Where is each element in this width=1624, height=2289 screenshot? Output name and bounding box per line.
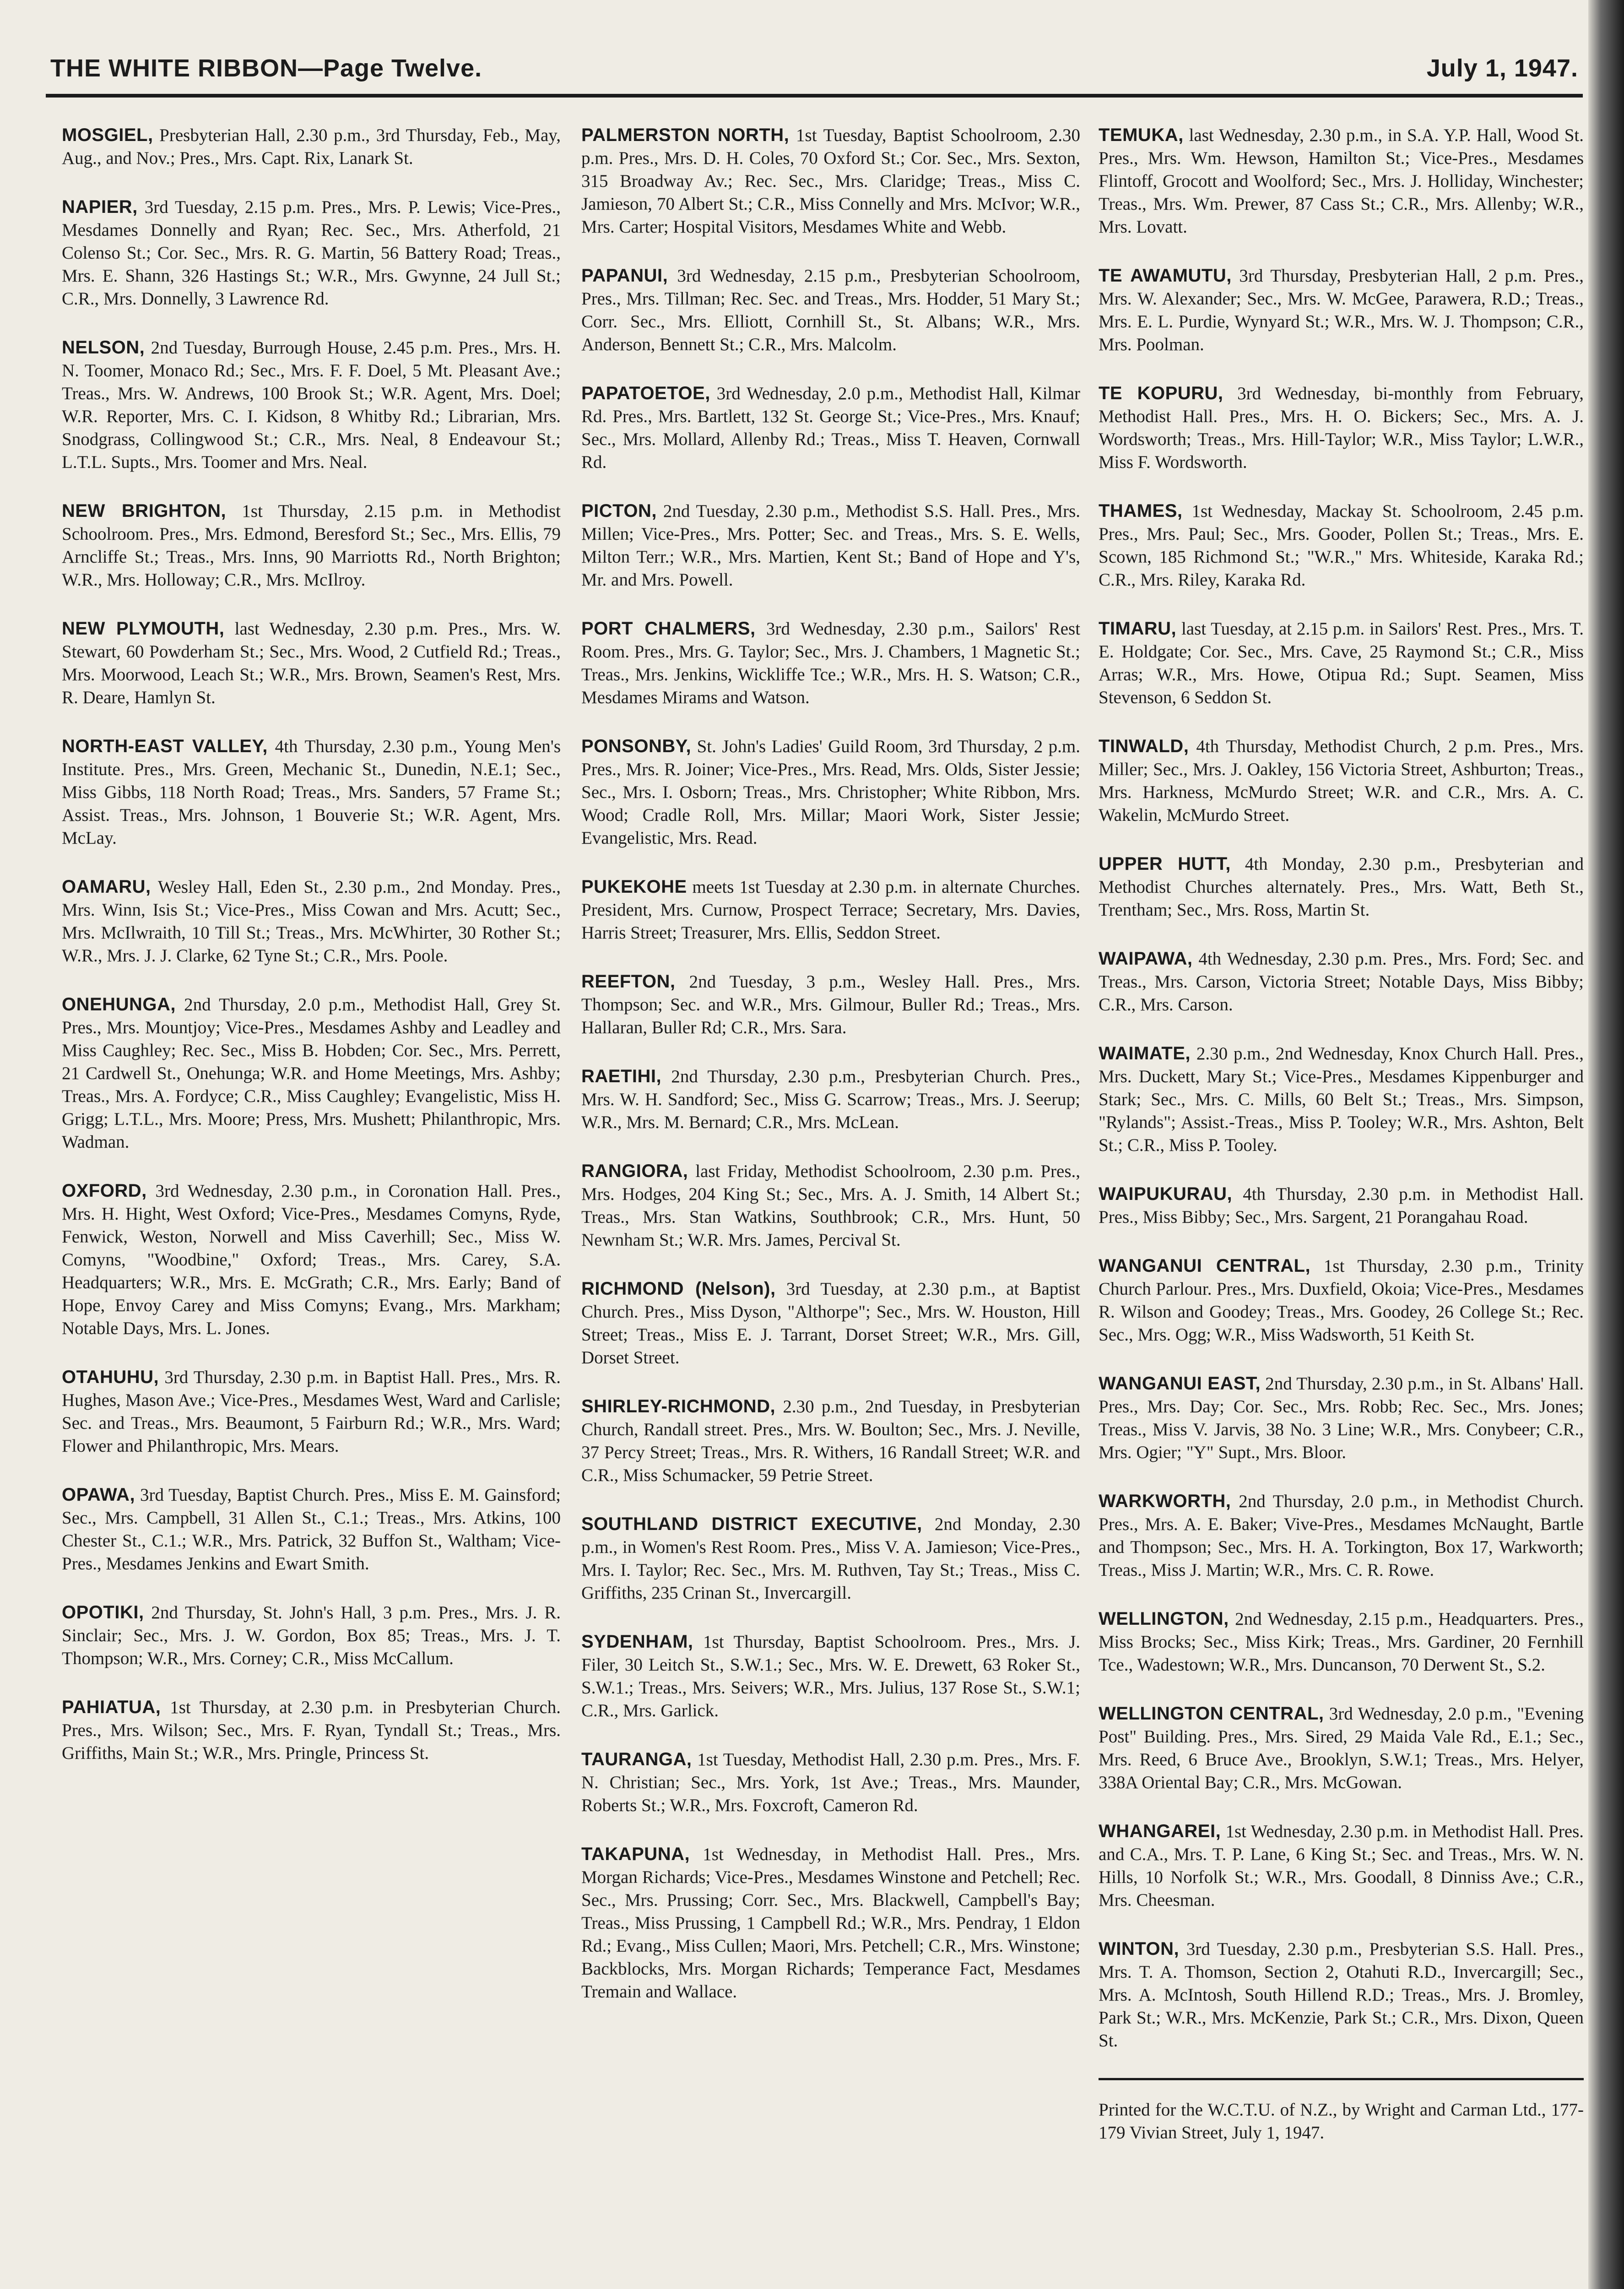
branch-name: PONSONBY,: [581, 736, 692, 756]
branch-entry: [581, 1065, 1080, 1134]
branch-name: NORTH-EAST VALLEY,: [62, 736, 268, 756]
branch-name: TIMARU,: [1099, 618, 1177, 639]
branch-details: 2nd Thursday, 2.30 p.m., Presbyterian Church. Pres., Mrs. W. H. Sandford; Sec., Miss G. Scarrow; Treas., Mrs. J. Seerup; W.R., Mrs. M. Bernard; C.R., Mrs. McLean.: [581, 1067, 1080, 1132]
branch-details: 2nd Tuesday, Burrough House, 2.45 p.m. Pres., Mrs. H. N. Toomer, Monaco Rd.; Sec., Mrs. F. F. Doel, 5 Mt. Pleasant Ave.; Treas., Mrs. W. Andrews, 100 Brook St.; W.R. Agent, Mrs. Doel; W.R. Reporter, Mrs. C. I. Kidson, 8 Whitby Rd.; Librarian, Mrs. Snodgrass, Collingwood St.; C.R., Mrs. Neal, 8 Endeavour St.; L.T.L. Supts., Mrs. Toomer and Mrs. Neal.: [62, 338, 561, 472]
branch-details: Wesley Hall, Eden St., 2.30 p.m., 2nd Monday. Pres., Mrs. Winn, Isis St.; Vice-Pres., Miss Cowan and Mrs. Acutt; Sec., Mrs. McIlwraith, 10 Till St.; Treas., Mrs. McWhirter, 30 Rother St.; W.R., Mrs. J. J. Clarke, 62 Tyne St.; C.R., Mrs. Poole.: [62, 877, 561, 966]
branch-entry: [581, 970, 1080, 1039]
branch-entry: [62, 499, 561, 591]
branch-details: 1st Thursday, 2.15 p.m. in Methodist Schoolroom. Pres., Mrs. Edmond, Beresford St.; Sec., Mrs. Ellis, 79 Arncliffe St.; Treas., Mrs. Inns, 90 Marriotts Rd., North Brighton; W.R., Mrs. Holloway; C.R., Mrs. McIlroy.: [62, 501, 561, 590]
branch-details: 3rd Wednesday, bi-monthly from February, Methodist Hall. Pres., Mrs. H. O. Bickers; Sec., Mrs. A. J. Wordsworth; Treas., Mrs. Hill-Taylor; W.R., Miss Taylor; L.W.R., Miss F. Wordsworth.: [1099, 384, 1584, 472]
branch-details: 3rd Tuesday, at 2.30 p.m., at Baptist Church. Pres., Miss Dyson, "Althorpe"; Sec., Mrs. W. Houston, Hill Street; Treas., Miss E. J. Tarrant, Dorset Street; W.R., Mrs. Gill, Dorset Street.: [581, 1279, 1081, 1367]
branch-entry: [62, 1696, 561, 1765]
branch-entry: [1099, 1607, 1584, 1676]
branch-entry: [1099, 1937, 1584, 2052]
branch-details: 4th Monday, 2.30 p.m., Presbyterian and Methodist Churches alternately. Pres., Mrs. Watt, Beth St., Trentham; Sec., Mrs. Ross, Martin St.: [1099, 854, 1584, 920]
branch-name: TINWALD,: [1099, 736, 1189, 756]
branch-entry: [62, 735, 561, 850]
branch-name: OAMARU,: [62, 877, 151, 897]
branch-name: ONEHUNGA,: [62, 994, 176, 1014]
branch-entry: [62, 1179, 561, 1340]
branch-entry: [62, 124, 561, 170]
branch-name: PALMERSTON NORTH,: [581, 125, 790, 145]
branch-name: RAETIHI,: [581, 1066, 662, 1086]
branch-name: WAIPAWA,: [1099, 949, 1193, 969]
branch-name: PUKEKOHE: [581, 877, 687, 897]
branch-name: WARKWORTH,: [1099, 1491, 1231, 1511]
branch-name: OXFORD,: [62, 1181, 147, 1201]
branch-name: SHIRLEY-RICHMOND,: [581, 1396, 776, 1416]
column-3: [1099, 124, 1584, 2144]
branch-entry: [581, 499, 1080, 591]
column-1: [62, 124, 561, 1790]
branch-entry: [62, 1483, 561, 1575]
branch-details: 3rd Wednesday, 2.0 p.m., "Evening Post" Building. Pres., Mrs. Sired, 29 Maida Vale Rd., E.1.; Sec., Mrs. Reed, 6 Bruce Ave., Brooklyn, S.W.1; Treas., Mrs. Helyer, 338A Oriental Bay; C.R., Mrs. McGowan.: [1099, 1704, 1584, 1792]
branch-details: 4th Thursday, 2.30 p.m. in Methodist Hall. Pres., Miss Bibby; Sec., Mrs. Sargent, 21 Porangahau Road.: [1099, 1184, 1584, 1227]
branch-name: RICHMOND (Nelson),: [581, 1279, 776, 1299]
branch-name: OPOTIKI,: [62, 1602, 144, 1622]
column-3-entries: [1099, 124, 1584, 2052]
page-header: [50, 32, 1578, 82]
branch-entry: [62, 1601, 561, 1670]
branch-name: WHANGAREI,: [1099, 1821, 1221, 1841]
branch-entry: [62, 336, 561, 474]
branch-details: 2nd Thursday, 2.0 p.m., in Methodist Church. Pres., Mrs. A. E. Baker; Vive-Pres., Mesdames McNaught, Bartle and Thompson; Sec., Mrs. H. A. Torkington, Box 17, Warkworth; Treas., Miss J. Martin; W.R., Mrs. C. R. Rowe.: [1099, 1492, 1584, 1580]
branch-details: 4th Wednesday, 2.30 p.m. Pres., Mrs. Ford; Sec. and Treas., Mrs. Carson, Victoria Street; Notable Days, Miss Bibby; C.R., Mrs. Carson.: [1099, 949, 1584, 1014]
branch-entry: [581, 1277, 1080, 1369]
branch-details: St. John's Ladies' Guild Room, 3rd Thursday, 2 p.m. Pres., Mrs. R. Joiner; Vice-Pres., Mrs. Read, Mrs. Olds, Sister Jessie; Sec., Mrs. I. Osborn; Treas., Mrs. Christopher; White Ribbon, Mrs. Wood; Cradle Roll, Mrs. Millar; Maori Work, Sister Jessie; Evangelistic, Mrs. Read.: [581, 737, 1080, 848]
branch-details: Presbyterian Hall, 2.30 p.m., 3rd Thursday, Feb., May, Aug., and Nov.; Pres., Mrs. Capt. Rix, Lanark St.: [62, 125, 561, 168]
branch-name: WANGANUI EAST,: [1099, 1373, 1261, 1394]
branch-name: WAIMATE,: [1099, 1043, 1191, 1063]
branch-details: 3rd Wednesday, 2.0 p.m., Methodist Hall, Kilmar Rd. Pres., Mrs. Bartlett, 132 St. George St.; Vice-Pres., Mrs. Knauf; Sec., Mrs. Mollard, Allenby Rd.; Treas., Miss T. Heaven, Cornwall Rd.: [581, 384, 1081, 472]
printer-imprint: Printed for the W.C.T.U. of N.Z., by Wright and Carman Ltd., 177-179 Vivian Street, July 1, 1947.: [1099, 2100, 1584, 2143]
branch-details: 2.30 p.m., 2nd Wednesday, Knox Church Hall. Pres., Mrs. Duckett, Mary St.; Vice-Pres., Mesdames Kippenburger and Stark; Sec., Mrs. C. Mills, 60 Belt St.; Treas., Mrs. Simpson, "Rylands"; Assist.-Treas., Miss P. Tooley; W.R., Mrs. Ashton, Belt St.; C.R., Miss P. Tooley.: [1099, 1044, 1584, 1155]
branch-entry: [581, 1748, 1080, 1817]
branch-details: 1st Wednesday, in Methodist Hall. Pres., Mrs. Morgan Richards; Vice-Pres., Mesdames Winstone and Petchell; Rec. Sec., Mrs. Prussing; Corr. Sec., Mrs. Blackwell, Campbell's Bay; Treas., Miss Prussing, 1 Campbell Rd.; W.R., Mrs. Pendray, 1 Eldon Rd.; Evang., Miss Cullen; Maori, Mrs. Petchell; C.R., Mrs. Winstone; Backblocks, Mrs. Morgan Richards; Temperance Fact, Mesdames Tremain and Wallace.: [581, 1844, 1081, 2002]
branch-entry: [1099, 1182, 1584, 1229]
branch-details: 2nd Thursday, 2.0 p.m., Methodist Hall, Grey St. Pres., Mrs. Mountjoy; Vice-Pres., Mesdames Ashby and Leadley and Miss Caughley; Rec. Sec., Miss B. Hobden; Cor. Sec., Mrs. Perrett, 21 Cardwell St., Onehunga; W.R. and Home Meetings, Mrs. Ashby; Treas., Mrs. A. Fordyce; C.R., Miss Caughley; Evangelistic, Miss H. Grigg; L.T.L., Mrs. Moore; Press, Mrs. Mushett; Philanthropic, Mrs. Wadman.: [62, 995, 561, 1152]
branch-name: REEFTON,: [581, 971, 676, 992]
branch-entry: [62, 617, 561, 709]
branch-entry: [1099, 852, 1584, 922]
branch-details: 2nd Tuesday, 3 p.m., Wesley Hall. Pres., Mrs. Thompson; Sec. and W.R., Mrs. Gilmour, Buller Rd.; Treas., Mrs. Hallaran, Buller Rd; C.R., Mrs. Sara.: [581, 972, 1080, 1037]
branch-entry: [1099, 1702, 1584, 1794]
branch-entry: [62, 875, 561, 967]
branch-details: 3rd Thursday, 2.30 p.m. in Baptist Hall. Pres., Mrs. R. Hughes, Mason Ave.; Vice-Pres., Mesdames West, Ward and Carlisle; Sec. and Treas., Mrs. Beaumont, 5 Fairburn Rd.; W.R., Mrs. Ward; Flower and Philanthropic, Mrs. Mears.: [62, 1367, 561, 1456]
branch-details: 2nd Monday, 2.30 p.m., in Women's Rest Room. Pres., Miss V. A. Jamieson; Vice-Pres., Mrs. I. Taylor; Rec. Sec., Mrs. M. Ruthven, Tay St.; Treas., Miss C. Griffiths, 235 Crinan St., Invercargill.: [581, 1514, 1080, 1603]
branch-name: PAHIATUA,: [62, 1697, 161, 1717]
branch-entry: [1099, 1042, 1584, 1157]
branch-name: NEW BRIGHTON,: [62, 501, 227, 521]
branch-entry: [62, 1366, 561, 1458]
branch-name: PAPANUI,: [581, 266, 668, 286]
branch-entry: [1099, 264, 1584, 356]
branch-details: 2nd Thursday, St. John's Hall, 3 p.m. Pres., Mrs. J. R. Sinclair; Sec., Mrs. J. W. Gordon, Box 85; Treas., Mrs. J. T. Thompson; W.R., Mrs. Corney; C.R., Miss McCallum.: [62, 1603, 561, 1668]
branch-name: RANGIORA,: [581, 1161, 688, 1181]
branch-entry: [581, 735, 1080, 850]
branch-details: 2nd Wednesday, 2.15 p.m., Headquarters. Pres., Miss Brocks; Sec., Miss Kirk; Treas., Mrs. Gardiner, 20 Fernhill Tce., Wadestown; W.R., Mrs. Duncanson, 70 Derwent St., S.2.: [1099, 1609, 1584, 1675]
branch-details: 1st Thursday, 2.30 p.m., Trinity Church Parlour. Pres., Mrs. Duxfield, Okoia; Vice-Pres., Mesdames R. Wilson and Goodey; Treas., Mrs. Goodey, 26 College St.; Rec. Sec., Mrs. Ogg; W.R., Miss Wadsworth, 51 Keith St.: [1099, 1256, 1584, 1345]
branch-name: NAPIER,: [62, 197, 138, 217]
branch-details: 1st Tuesday, Methodist Hall, 2.30 p.m. Pres., Mrs. F. N. Christian; Sec., Mrs. York, 1st Ave.; Treas., Mrs. Maunder, Roberts St.; W.R., Mrs. Foxcroft, Cameron Rd.: [581, 1750, 1081, 1815]
branch-name: WELLINGTON CENTRAL,: [1099, 1703, 1324, 1724]
branch-entry: [581, 1630, 1080, 1722]
branch-name: PORT CHALMERS,: [581, 618, 756, 639]
branch-name: SOUTHLAND DISTRICT EXECUTIVE,: [581, 1514, 922, 1534]
branch-details: 3rd Wednesday, 2.15 p.m., Presbyterian Schoolroom, Pres., Mrs. Tillman; Rec. Sec. and Treas., Mrs. Hodder, 51 Mary St.; Corr. Sec., Mrs. Elliott, Cornhill St., St. Albans; W.R., Mrs. Anderson, Bennett St.; C.R., Mrs. Malcolm.: [581, 266, 1081, 354]
branch-name: NEW PLYMOUTH,: [62, 618, 225, 639]
branch-name: THAMES,: [1099, 501, 1183, 521]
branch-name: WANGANUI CENTRAL,: [1099, 1256, 1311, 1276]
branch-name: WAIPUKURAU,: [1099, 1184, 1233, 1204]
branch-details: 1st Tuesday, Baptist Schoolroom, 2.30 p.m. Pres., Mrs. D. H. Coles, 70 Oxford St.; Cor. Sec., Mrs. Sexton, 315 Broadway Av.; Rec. Sec., Mrs. Claridge; Treas., Miss C. Jamieson, 70 Albert St.; C.R., Miss Connelly and Mrs. McIvor; W.R., Mrs. Carter; Hospital Visitors, Mesdames White and Webb.: [581, 125, 1080, 237]
footer-rule: [1099, 2078, 1584, 2080]
branch-entry: [62, 993, 561, 1154]
branch-name: NELSON,: [62, 337, 145, 358]
branch-details: meets 1st Tuesday at 2.30 p.m. in alternate Churches. President, Mrs. Curnow, Prospect Terrace; Secretary, Mrs. Davies, Harris Street; Treasurer, Mrs. Ellis, Seddon Street.: [581, 877, 1081, 943]
branch-entry: [581, 1843, 1080, 2003]
branch-entry: [1099, 735, 1584, 827]
branch-name: PICTON,: [581, 501, 657, 521]
branch-entry: [1099, 1490, 1584, 1582]
branch-name: TE KOPURU,: [1099, 383, 1223, 403]
branch-name: WINTON,: [1099, 1939, 1180, 1959]
branch-entry: [1099, 124, 1584, 239]
branch-name: OTAHUHU,: [62, 1367, 159, 1387]
branch-entry: [1099, 1820, 1584, 1912]
branch-details: 1st Wednesday, 2.30 p.m. in Methodist Hall. Pres. and C.A., Mrs. T. P. Lane, 6 King St.; Sec. and Treas., Mrs. W. N. Hills, 10 Norfolk St.; W.R., Mrs. Goodall, 8 Dinniss Ave.; C.R., Mrs. Cheesman.: [1099, 1822, 1584, 1910]
branch-entry: [1099, 499, 1584, 591]
branch-entry: [581, 382, 1080, 474]
branch-name: SYDENHAM,: [581, 1632, 693, 1652]
page-binding-shadow: [1588, 0, 1624, 2289]
branch-details: 1st Thursday, Baptist Schoolroom. Pres., Mrs. J. Filer, 30 Leitch St., S.W.1.; Sec., Mrs. W. E. Drewett, 63 Roker St., S.W.1.; Treas., Mrs. Seivers; W.R., Mrs. Julius, 137 Rose St., S.W.1; C.R., Mrs. Garlick.: [581, 1632, 1080, 1720]
branch-name: WELLINGTON,: [1099, 1609, 1229, 1629]
branch-details: last Friday, Methodist Schoolroom, 2.30 p.m. Pres., Mrs. Hodges, 204 King St.; Sec., Mrs. A. J. Smith, 14 Albert St.; Treas., Mrs. Stan Watkins, Southbrook; C.R., Mrs. Hunt, 50 Newnham St.; W.R. Mrs. James, Percival St.: [581, 1161, 1080, 1250]
branch-details: 3rd Tuesday, Baptist Church. Pres., Miss E. M. Gainsford; Sec., Mrs. Campbell, 31 Allen St., C.1.; Treas., Mrs. Atkins, 100 Chester St., C.1.; W.R., Mrs. Patrick, 32 Buffon St., Waltham; Vice-Pres., Mesdames Jenkins and Ewart Smith.: [62, 1485, 561, 1573]
branch-details: 2nd Tuesday, 2.30 p.m., Methodist S.S. Hall. Pres., Mrs. Millen; Vice-Pres., Mrs. Potter; Sec. and Treas., Mrs. S. E. Wells, Milton Terr.; W.R., Mrs. Martien, Kent St.; Band of Hope and Y's, Mr. and Mrs. Powell.: [581, 501, 1080, 590]
branch-entry: [581, 875, 1080, 944]
branch-details: last Tuesday, at 2.15 p.m. in Sailors' Rest. Pres., Mrs. T. E. Holdgate; Cor. Sec., Mrs. Cave, 25 Raymond St.; C.R., Miss Arras; W.R., Mrs. Howe, Otipua Rd.; Supt. Seamen, Miss Stevenson, 6 Seddon St.: [1099, 619, 1584, 707]
branch-details: 4th Thursday, Methodist Church, 2 p.m. Pres., Mrs. Miller; Sec., Mrs. J. Oakley, 156 Victoria Street, Ashburton; Treas., Mrs. Harkness, McMurdo Street; W.R. and C.R., Mrs. A. C. Wakelin, McMurdo Street.: [1099, 737, 1584, 825]
branch-entry: [581, 1513, 1080, 1605]
branch-details: 3rd Wednesday, 2.30 p.m., in Coronation Hall. Pres., Mrs. H. Hight, West Oxford; Vice-Pres., Mesdames Comyns, Ryde, Fenwick, Weston, Norwell and Miss Caverhill; Sec., Miss W. Comyns, "Woodbine," Oxford; Treas., Mrs. Carey, S.A. Headquarters; W.R., Mrs. E. McGrath; C.R., Mrs. Early; Band of Hope, Envoy Carey and Miss Comyns; Evang., Mrs. Markham; Notable Days, Mrs. L. Jones.: [62, 1181, 561, 1338]
branch-details: 3rd Tuesday, 2.30 p.m., Presbyterian S.S. Hall. Pres., Mrs. T. A. Thomson, Section 2, Otahuti R.D., Invercargill; Sec., Mrs. A. McIntosh, South Hillend R.D.; Treas., Mrs. J. Bromley, Park St.; W.R., Mrs. McKenzie, Park St.; C.R., Mrs. Dixon, Queen St.: [1099, 1939, 1584, 2050]
branch-name: OPAWA,: [62, 1485, 135, 1505]
branch-name: TAURANGA,: [581, 1749, 692, 1769]
branch-details: 1st Wednesday, Mackay St. Schoolroom, 2.45 p.m. Pres., Mrs. Paul; Sec., Mrs. Gooder, Pollen St.; Treas., Mrs. E. Scown, 185 Richmond St.; "W.R.," Mrs. Whiteside, Karaka Rd.; C.R., Mrs. Riley, Karaka Rd.: [1099, 501, 1584, 590]
branch-details: 2nd Thursday, 2.30 p.m., in St. Albans' Hall. Pres., Mrs. Day; Cor. Sec., Mrs. Robb; Rec. Sec., Mrs. Jones; Treas., Miss V. Jarvis, 38 No. 3 Line; W.R., Mrs. Conybeer; C.R., Mrs. Ogier; "Y" Supt., Mrs. Bloor.: [1099, 1374, 1584, 1462]
branch-name: PAPATOETOE,: [581, 383, 710, 403]
branch-details: 3rd Thursday, Presbyterian Hall, 2 p.m. Pres., Mrs. W. Alexander; Sec., Mrs. W. McGee, Parawera, R.D.; Treas., Mrs. E. L. Purdie, Wynyard St.; W.R., Mrs. W. J. Thompson; C.R., Mrs. Poolman.: [1099, 266, 1584, 354]
branch-details: 4th Thursday, 2.30 p.m., Young Men's Institute. Pres., Mrs. Green, Mechanic St., Dunedin, N.E.1; Sec., Miss Gibbs, 118 North Road; Treas., Mrs. Sanders, 57 Frame St.; Assist. Treas., Mrs. Johnson, 1 Bouverie St.; W.R. Agent, Mrs. McLay.: [62, 737, 561, 848]
branch-entry: [1099, 1254, 1584, 1346]
branch-details: 1st Thursday, at 2.30 p.m. in Presbyterian Church. Pres., Mrs. Wilson; Sec., Mrs. F. Ryan, Tyndall St.; Treas., Mrs. Griffiths, Main St.; W.R., Mrs. Pringle, Princess St.: [62, 1698, 561, 1763]
branch-name: TEMUKA,: [1099, 125, 1184, 145]
branch-entry: [62, 195, 561, 310]
branch-details: last Wednesday, 2.30 p.m., in S.A. Y.P. Hall, Wood St. Pres., Mrs. Wm. Hewson, Hamilton St.; Vice-Pres., Mesdames Flintoff, Grocott and Woolford; Sec., Mrs. J. Holliday, Winchester; Treas., Mrs. Wm. Prewer, 87 Cass St.; C.R., Mrs. Allenby; W.R., Mrs. Lovatt.: [1099, 125, 1584, 237]
branch-entry: [1099, 1372, 1584, 1464]
header-rule: [46, 94, 1583, 98]
branch-name: TAKAPUNA,: [581, 1844, 690, 1864]
branch-entry: [1099, 382, 1584, 474]
page-title: THE WHITE RIBBON—Page Twelve.: [50, 54, 482, 82]
branch-details: 3rd Tuesday, 2.15 p.m. Pres., Mrs. P. Lewis; Vice-Pres., Mesdames Donnelly and Ryan; Rec. Sec., Mrs. Atherfold, 21 Colenso St.; Cor. Sec., Mrs. R. G. Martin, 56 Battery Road; Treas., Mrs. E. Shann, 326 Hastings St.; W.R., Mrs. Gwynne, 24 Jull St.; C.R., Mrs. Donnelly, 3 Lawrence Rd.: [62, 197, 561, 309]
branch-details: 2.30 p.m., 2nd Tuesday, in Presbyterian Church, Randall street. Pres., Mrs. W. Boulton; Sec., Mrs. J. Neville, 37 Percy Street; Treas., Mrs. R. Withers, 16 Randall Street; W.R. and C.R., Miss Schumacker, 59 Petrie Street.: [581, 1397, 1080, 1485]
branch-name: MOSGIEL,: [62, 125, 153, 145]
branch-details: 3rd Wednesday, 2.30 p.m., Sailors' Rest Room. Pres., Mrs. G. Taylor; Sec., Mrs. J. Chambers, 1 Magnetic St.; Treas., Mrs. Jenkins, Wickliffe Tce.; W.R., Mrs. H. S. Watson; C.R., Mesdames Mirams and Watson.: [581, 619, 1081, 707]
column-2: [581, 124, 1080, 2029]
branch-entry: [581, 1160, 1080, 1252]
branch-entry: [581, 617, 1080, 709]
issue-date: July 1, 1947.: [1426, 54, 1578, 82]
branch-details: last Wednesday, 2.30 p.m. Pres., Mrs. W. Stewart, 60 Powderham St.; Sec., Mrs. Wood, 2 Cutfield Rd.; Treas., Mrs. Moorwood, Leach St.; W.R., Mrs. Brown, Seamen's Rest, Mrs. R. Deare, Hamlyn St.: [62, 619, 561, 707]
branch-name: TE AWAMUTU,: [1099, 266, 1232, 286]
branch-name: UPPER HUTT,: [1099, 854, 1231, 874]
branch-entry: [581, 1395, 1080, 1487]
branch-entry: [581, 264, 1080, 356]
branch-entry: [1099, 617, 1584, 709]
branch-entry: [1099, 947, 1584, 1016]
branch-entry: [581, 124, 1080, 239]
